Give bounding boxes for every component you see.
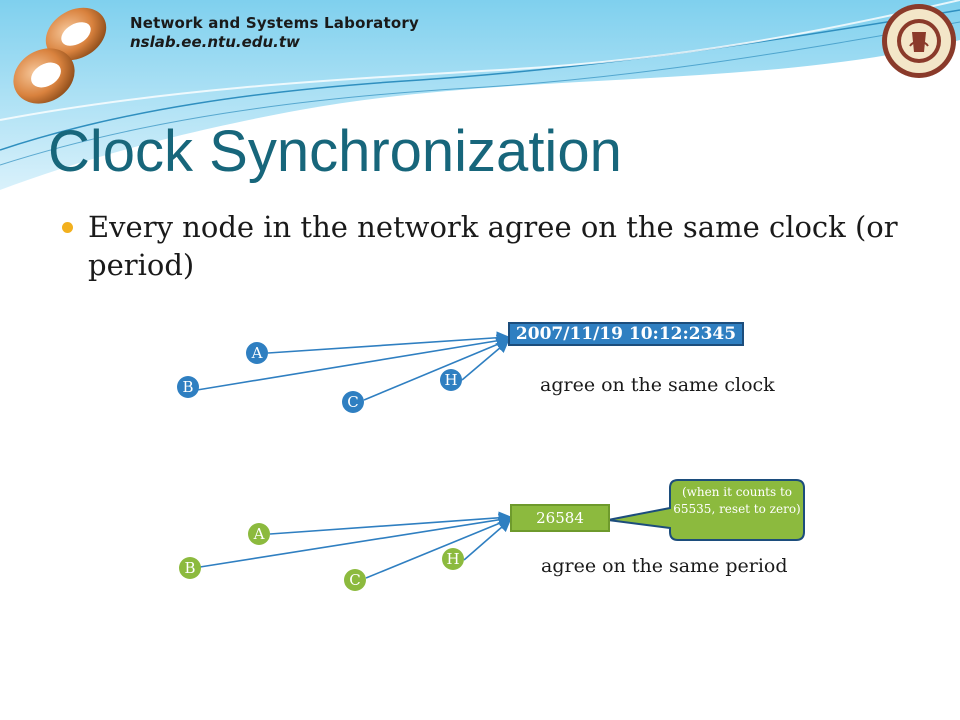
callout-text: (when it counts to 65535, reset to zero): [673, 485, 801, 516]
slide-title: Clock Synchronization: [48, 119, 622, 184]
period-counter: 26584: [510, 504, 610, 532]
edge-a-period: [270, 517, 510, 534]
node-c-clock: C: [342, 391, 364, 413]
node-h-period: H: [442, 548, 464, 570]
clock-timestamp: 2007/11/19 10:12:2345: [508, 322, 744, 346]
bullet-text: Every node in the network agree on the same clock (or period): [88, 210, 898, 282]
lab-name: Network and Systems Laboratory: [130, 14, 419, 32]
node-b-period: B: [179, 557, 201, 579]
edge-h-period: [464, 520, 510, 560]
node-a-period: A: [248, 523, 270, 545]
node-b-clock: B: [177, 376, 199, 398]
lab-url: nslab.ee.ntu.edu.tw: [130, 33, 300, 51]
node-h-clock: H: [440, 369, 462, 391]
clock-caption: agree on the same clock: [540, 374, 775, 396]
edge-c-period: [366, 519, 510, 578]
period-caption: agree on the same period: [541, 555, 788, 577]
edge-c-clock: [364, 340, 508, 400]
node-a-clock: A: [246, 342, 268, 364]
edge-h-clock: [462, 341, 508, 380]
node-c-period: C: [344, 569, 366, 591]
